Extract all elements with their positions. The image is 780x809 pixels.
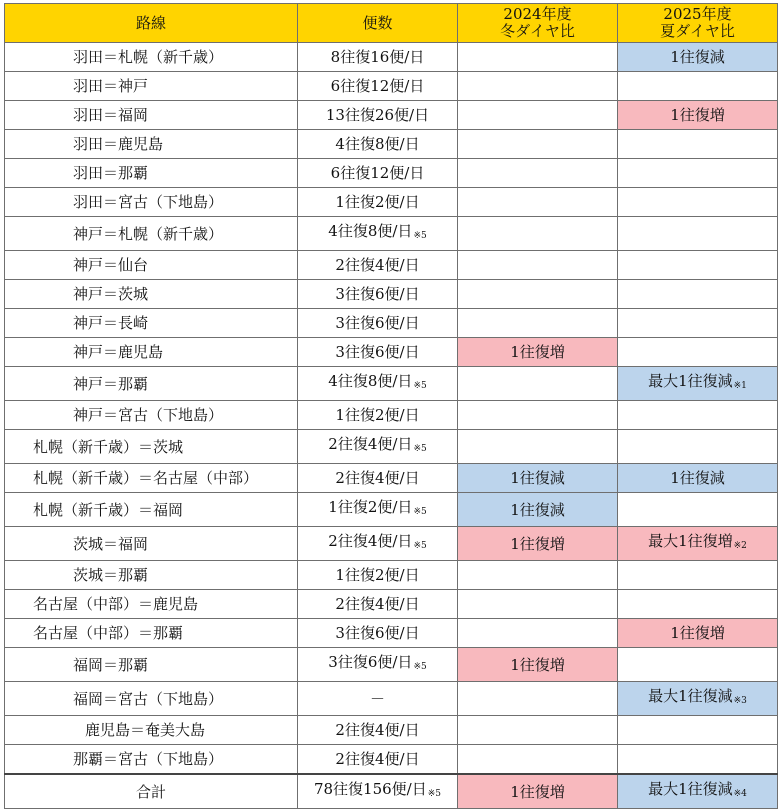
vs-2024-cell-text: 1往復増 <box>510 655 565 674</box>
vs-2025-cell-note: ※2 <box>733 541 747 551</box>
flights-text: 1往復2便/日 <box>335 566 420 584</box>
total-label: 合計 <box>5 774 298 809</box>
vs-2025-cell <box>618 745 778 775</box>
total-vs-2025-note: ※4 <box>733 789 747 799</box>
flights-cell <box>298 493 458 527</box>
header-vs-2024-line1: 2024年度 <box>503 5 572 23</box>
flights-note: ※5 <box>413 444 427 454</box>
vs-2025-cell-text: 1往復増 <box>670 106 725 124</box>
flights-note: ※5 <box>413 231 427 241</box>
table-row <box>5 188 778 217</box>
flights-note: ※5 <box>413 662 427 672</box>
route-cell: 札幌（新千歳）＝福岡 <box>5 493 298 527</box>
vs-2025-cell <box>618 72 778 101</box>
flights-cell <box>298 745 458 775</box>
flights-cell <box>298 590 458 619</box>
vs-2025-cell <box>618 280 778 309</box>
header-route: 路線 <box>5 4 298 43</box>
route-cell: 神戸＝鹿児島 <box>5 338 298 367</box>
vs-2024-cell <box>458 464 618 493</box>
table-row <box>5 464 778 493</box>
vs-2024-cell <box>458 745 618 775</box>
vs-2024-cell-text: 1往復減 <box>510 469 565 487</box>
vs-2025-cell <box>618 188 778 217</box>
total-flights-note: ※5 <box>427 789 442 799</box>
route-cell: 那覇＝宮古（下地島） <box>5 745 298 775</box>
vs-2025-cell-note: ※3 <box>733 696 747 706</box>
flights-cell <box>298 101 458 130</box>
header-flights: 便数 <box>298 4 458 43</box>
vs-2024-cell <box>458 527 618 561</box>
flights-cell <box>298 188 458 217</box>
flights-cell <box>298 217 458 251</box>
vs-2025-cell <box>618 159 778 188</box>
flights-text: － <box>369 689 385 708</box>
total-vs-2025 <box>618 774 778 809</box>
flights-text: 2往復4便/日 <box>328 435 413 453</box>
route-cell: 羽田＝那覇 <box>5 159 298 188</box>
vs-2024-cell-text: 1往復増 <box>510 534 565 553</box>
header-vs-2024-line2: 冬ダイヤ比 <box>500 22 575 40</box>
flights-cell <box>298 464 458 493</box>
route-cell: 羽田＝宮古（下地島） <box>5 188 298 217</box>
vs-2024-cell <box>458 619 618 648</box>
vs-2024-cell <box>458 72 618 101</box>
table-row <box>5 590 778 619</box>
route-cell: 茨城＝那覇 <box>5 561 298 590</box>
flights-note: ※5 <box>413 507 427 517</box>
table-row <box>5 561 778 590</box>
vs-2025-cell <box>618 682 778 716</box>
vs-2024-cell <box>458 188 618 217</box>
vs-2024-cell-text: 1往復増 <box>510 343 565 361</box>
vs-2024-cell <box>458 280 618 309</box>
table-row <box>5 619 778 648</box>
flights-text: 13往復26便/日 <box>325 106 430 124</box>
flights-text: 2往復4便/日 <box>335 595 420 613</box>
vs-2024-cell <box>458 493 618 527</box>
flights-text: 6往復12便/日 <box>330 164 425 182</box>
vs-2025-cell-text: 1往復減 <box>670 48 725 66</box>
vs-2025-cell <box>618 217 778 251</box>
flights-text: 3往復6便/日 <box>335 285 420 303</box>
flights-text: 3往復6便/日 <box>328 653 413 671</box>
route-cell: 福岡＝宮古（下地島） <box>5 682 298 716</box>
vs-2025-cell <box>618 251 778 280</box>
route-cell: 神戸＝茨城 <box>5 280 298 309</box>
vs-2025-cell-text: 最大1往復増 <box>648 532 733 550</box>
vs-2024-cell-text: 1往復減 <box>510 500 565 519</box>
vs-2024-cell <box>458 561 618 590</box>
flights-text: 2往復4便/日 <box>328 532 413 550</box>
flights-text: 3往復6便/日 <box>335 314 420 332</box>
table-row <box>5 367 778 401</box>
route-cell: 羽田＝鹿児島 <box>5 130 298 159</box>
table-row <box>5 493 778 527</box>
flights-cell <box>298 716 458 745</box>
header-vs-2024-winter <box>458 4 618 43</box>
total-vs-2024-text: 1往復増 <box>510 782 565 801</box>
flights-cell <box>298 43 458 72</box>
vs-2024-cell <box>458 43 618 72</box>
route-cell: 札幌（新千歳）＝名古屋（中部） <box>5 464 298 493</box>
flights-text: 2往復4便/日 <box>335 469 420 487</box>
table-row <box>5 280 778 309</box>
vs-2025-cell-text: 最大1往復減 <box>648 687 733 705</box>
vs-2025-cell <box>618 464 778 493</box>
flights-text: 8往復16便/日 <box>330 48 425 66</box>
vs-2025-cell <box>618 43 778 72</box>
flights-cell <box>298 338 458 367</box>
header-vs-2025-summer <box>618 4 778 43</box>
vs-2024-cell <box>458 159 618 188</box>
table-row <box>5 401 778 430</box>
vs-2024-cell <box>458 367 618 401</box>
vs-2024-cell <box>458 217 618 251</box>
vs-2024-cell <box>458 130 618 159</box>
vs-2024-cell <box>458 401 618 430</box>
flights-text: 3往復6便/日 <box>335 343 420 361</box>
flights-text: 2往復4便/日 <box>335 721 420 739</box>
flights-text: 2往復4便/日 <box>335 256 420 274</box>
flights-cell <box>298 309 458 338</box>
vs-2024-cell <box>458 338 618 367</box>
vs-2025-cell-text: 最大1往復減 <box>648 372 733 390</box>
flights-cell <box>298 130 458 159</box>
route-cell: 鹿児島＝奄美大島 <box>5 716 298 745</box>
table-row <box>5 527 778 561</box>
flights-cell <box>298 280 458 309</box>
flights-cell <box>298 430 458 464</box>
flights-cell <box>298 619 458 648</box>
route-cell: 羽田＝札幌（新千歳） <box>5 43 298 72</box>
route-cell: 名古屋（中部）＝那覇 <box>5 619 298 648</box>
vs-2025-cell <box>618 101 778 130</box>
table-row <box>5 682 778 716</box>
vs-2024-cell <box>458 309 618 338</box>
table-header-row <box>5 4 778 43</box>
vs-2025-cell <box>618 130 778 159</box>
flights-note: ※5 <box>413 541 427 551</box>
vs-2025-cell-text: 1往復減 <box>670 469 725 487</box>
flights-text: 2往復4便/日 <box>335 750 420 768</box>
route-cell: 神戸＝仙台 <box>5 251 298 280</box>
route-cell: 神戸＝宮古（下地島） <box>5 401 298 430</box>
vs-2025-cell <box>618 648 778 682</box>
route-cell: 羽田＝神戸 <box>5 72 298 101</box>
flights-text: 1往復2便/日 <box>328 498 413 516</box>
flights-text: 4往復8便/日 <box>335 135 420 153</box>
vs-2025-cell <box>618 561 778 590</box>
route-cell: 福岡＝那覇 <box>5 648 298 682</box>
table-row <box>5 430 778 464</box>
route-cell: 名古屋（中部）＝鹿児島 <box>5 590 298 619</box>
vs-2024-cell <box>458 682 618 716</box>
flights-note: ※5 <box>413 381 427 391</box>
flights-text: 3往復6便/日 <box>335 624 420 642</box>
vs-2025-cell-note: ※1 <box>733 381 747 391</box>
total-flights-text: 78往復156便/日 <box>313 780 427 798</box>
flights-text: 4往復8便/日 <box>328 222 413 240</box>
vs-2025-cell <box>618 619 778 648</box>
route-cell: 札幌（新千歳）＝茨城 <box>5 430 298 464</box>
route-flights-table <box>4 3 778 809</box>
vs-2025-cell <box>618 493 778 527</box>
flights-text: 6往復12便/日 <box>330 77 425 95</box>
header-vs-2025-line1: 2025年度 <box>663 5 732 23</box>
table-row <box>5 251 778 280</box>
route-cell: 神戸＝那覇 <box>5 367 298 401</box>
flights-cell <box>298 648 458 682</box>
flights-cell <box>298 561 458 590</box>
flights-cell <box>298 72 458 101</box>
total-flights <box>298 774 458 809</box>
table-row <box>5 338 778 367</box>
vs-2024-cell <box>458 430 618 464</box>
table-row <box>5 72 778 101</box>
route-cell: 羽田＝福岡 <box>5 101 298 130</box>
vs-2025-cell <box>618 309 778 338</box>
vs-2025-cell-text: 1往復増 <box>670 624 725 642</box>
vs-2025-cell <box>618 367 778 401</box>
flights-text: 1往復2便/日 <box>335 193 420 211</box>
route-cell: 茨城＝福岡 <box>5 527 298 561</box>
flights-cell <box>298 367 458 401</box>
vs-2025-cell <box>618 430 778 464</box>
table-row <box>5 648 778 682</box>
flights-text: 1往復2便/日 <box>335 406 420 424</box>
total-vs-2025-text: 最大1往復減 <box>648 780 733 798</box>
vs-2025-cell <box>618 590 778 619</box>
flights-cell <box>298 159 458 188</box>
table-row <box>5 159 778 188</box>
table-row <box>5 43 778 72</box>
flights-cell <box>298 527 458 561</box>
flights-cell <box>298 251 458 280</box>
total-row <box>5 774 778 809</box>
flights-cell <box>298 682 458 716</box>
route-cell: 神戸＝長崎 <box>5 309 298 338</box>
total-vs-2024 <box>458 774 618 809</box>
table-row <box>5 716 778 745</box>
vs-2025-cell <box>618 401 778 430</box>
flights-text: 4往復8便/日 <box>328 372 413 390</box>
table-row <box>5 217 778 251</box>
vs-2024-cell <box>458 716 618 745</box>
vs-2024-cell <box>458 648 618 682</box>
vs-2025-cell <box>618 338 778 367</box>
table-body <box>5 43 778 775</box>
vs-2024-cell <box>458 251 618 280</box>
table-row <box>5 309 778 338</box>
route-cell: 神戸＝札幌（新千歳） <box>5 217 298 251</box>
vs-2025-cell <box>618 716 778 745</box>
flights-cell <box>298 401 458 430</box>
vs-2024-cell <box>458 590 618 619</box>
vs-2025-cell <box>618 527 778 561</box>
vs-2024-cell <box>458 101 618 130</box>
table-row <box>5 745 778 775</box>
table-row <box>5 101 778 130</box>
header-vs-2025-line2: 夏ダイヤ比 <box>660 22 735 40</box>
table-row <box>5 130 778 159</box>
